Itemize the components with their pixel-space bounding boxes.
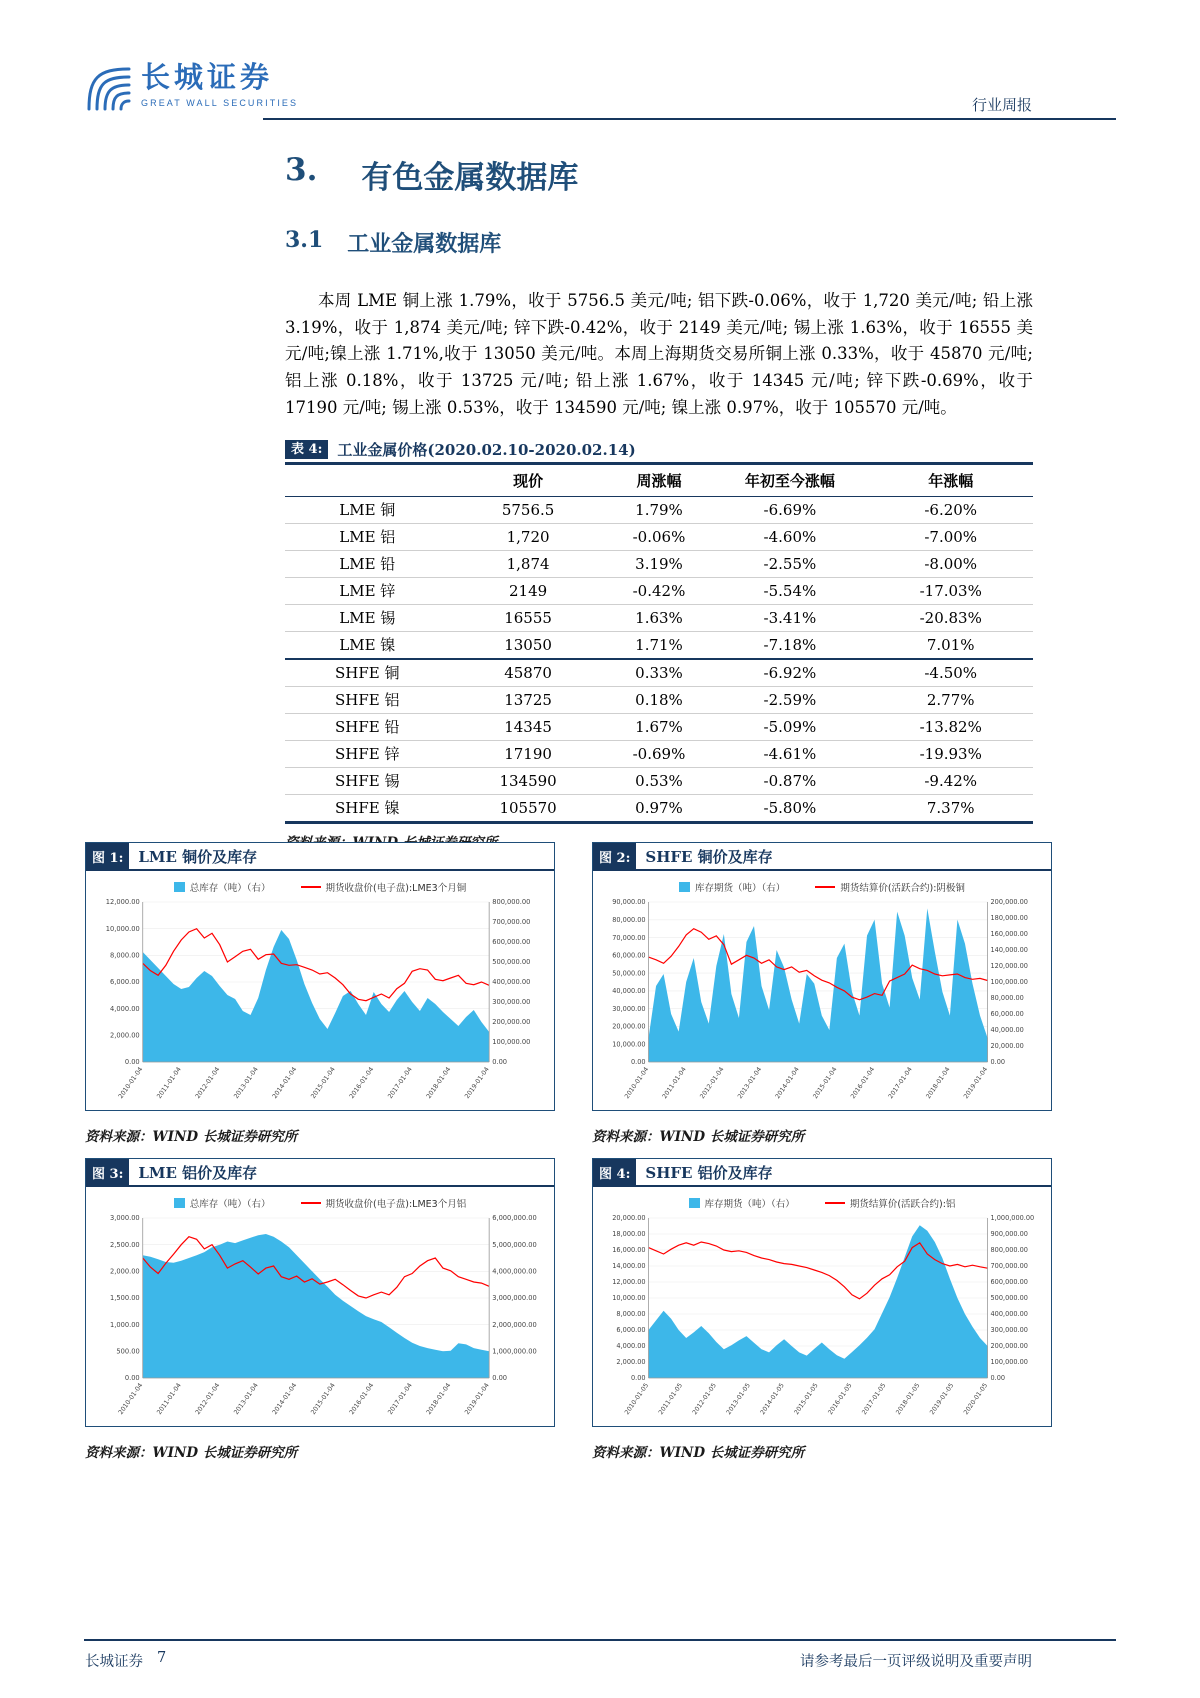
- table-cell: 7.37%: [926, 798, 975, 817]
- table-cell: LME 锌: [285, 577, 450, 604]
- figure-2-shfe-copper: [592, 842, 1052, 1145]
- table-cell: -6.20%: [868, 496, 1033, 523]
- table-cell: 16555: [450, 604, 607, 631]
- report-type-label: 行业周报: [971, 96, 1032, 114]
- svg-text:2011-01-04: 2011-01-04: [155, 1066, 183, 1101]
- svg-text:2019-01-04: 2019-01-04: [962, 1066, 990, 1101]
- svg-text:0.00: 0.00: [630, 1058, 646, 1067]
- svg-text:120,000.00: 120,000.00: [990, 962, 1028, 971]
- figure-label-chip: 图 2:: [593, 843, 636, 869]
- svg-text:2017-01-04: 2017-01-04: [386, 1066, 414, 1101]
- svg-text:2019-01-04: 2019-01-04: [463, 1382, 491, 1417]
- subsection-number: 3.1: [285, 227, 324, 253]
- table-body: [285, 496, 1033, 822]
- table-title: 工业金属价格(2020.02.10-2020.02.14): [337, 441, 636, 460]
- figure-4-shfe-aluminum: [592, 1158, 1052, 1461]
- svg-text:2014-01-04: 2014-01-04: [774, 1066, 801, 1101]
- table-cell: -6.69%: [711, 496, 868, 523]
- svg-text:140,000.00: 140,000.00: [990, 946, 1028, 955]
- table-cell: -5.80%: [763, 798, 817, 817]
- column-header: 年初至今涨幅: [711, 463, 868, 496]
- svg-text:5,000,000.00: 5,000,000.00: [492, 1240, 537, 1249]
- svg-text:1,500.00: 1,500.00: [109, 1294, 140, 1303]
- svg-text:40,000.00: 40,000.00: [990, 1026, 1024, 1035]
- svg-text:2020-01-05: 2020-01-05: [962, 1382, 990, 1417]
- table-cell: -5.09%: [711, 713, 868, 740]
- svg-text:2018-01-04: 2018-01-04: [425, 1382, 453, 1417]
- svg-text:700,000.00: 700,000.00: [492, 918, 531, 927]
- svg-text:2014-01-04: 2014-01-04: [271, 1382, 299, 1417]
- table-cell: -0.06%: [607, 523, 712, 550]
- table-cell: 13050: [450, 631, 607, 659]
- table-row: [285, 686, 1033, 713]
- legend-line-swatch: [301, 1202, 321, 1204]
- svg-text:400,000.00: 400,000.00: [492, 978, 531, 987]
- table-cell: -17.03%: [868, 577, 1033, 604]
- svg-text:2013-01-04: 2013-01-04: [232, 1382, 260, 1417]
- table-cell: -6.92%: [711, 659, 868, 687]
- svg-text:400,000.00: 400,000.00: [990, 1310, 1028, 1319]
- table-row: [285, 659, 1033, 687]
- svg-text:2016-01-04: 2016-01-04: [348, 1382, 376, 1417]
- figure-title: SHFE 铝价及库存: [645, 1163, 773, 1182]
- svg-text:200,000.00: 200,000.00: [990, 1342, 1028, 1351]
- table-cell: SHFE 铜: [285, 659, 450, 687]
- brand-text: [141, 64, 298, 108]
- svg-text:0.00: 0.00: [630, 1374, 646, 1383]
- table-row: [285, 767, 1033, 794]
- section-number: 3.: [285, 152, 318, 188]
- table-cell: 1.79%: [607, 496, 712, 523]
- table-cell: SHFE 镍: [335, 799, 400, 818]
- svg-text:4,000.00: 4,000.00: [109, 1004, 140, 1013]
- svg-text:2,000.00: 2,000.00: [109, 1267, 140, 1276]
- svg-text:1,000.00: 1,000.00: [109, 1320, 140, 1329]
- table-cell: -4.50%: [868, 659, 1033, 687]
- legend-area-swatch: [679, 882, 690, 892]
- svg-text:3,000,000.00: 3,000,000.00: [492, 1294, 537, 1303]
- svg-text:10,000.00: 10,000.00: [612, 1294, 646, 1303]
- table-cell: -2.55%: [711, 550, 868, 577]
- table-cell: -19.93%: [868, 740, 1033, 767]
- svg-text:2018-01-05: 2018-01-05: [894, 1382, 922, 1417]
- svg-text:20,000.00: 20,000.00: [990, 1042, 1024, 1051]
- body-paragraph: 本周 LME 铜上涨 1.79%，收于 5756.5 美元/吨; 铝下跌-0.06%，收于 1,720 美元/吨; 铅上涨 3.19%，收于 1,874 美元/吨; 锌下跌-0.42%，收于 2149 美元/吨; 锡上涨 1.63%，收于 16555 美元/吨;镍上涨 1.71%,收于 13050 美元/吨。本周上海期货交易所铜上涨 0.33%，收于 45870 元/吨; 铝上涨 0.18%，收于 13725 元/吨; 铅上涨 1.67%，收于 14345 元/吨; 锌下跌-0.69%，收于 17190 元/吨; 锡上涨 0.53%，收于 134590 元/吨; 镍上涨 0.97%，收于 105570 元/吨。: [285, 291, 1033, 417]
- svg-text:2015-01-04: 2015-01-04: [811, 1066, 839, 1101]
- svg-text:80,000.00: 80,000.00: [612, 915, 646, 924]
- figure-title-bar: [593, 843, 1051, 871]
- svg-text:30,000.00: 30,000.00: [612, 1004, 646, 1013]
- svg-text:90,000.00: 90,000.00: [612, 898, 646, 907]
- svg-text:2010-01-04: 2010-01-04: [623, 1066, 651, 1101]
- table-cell: -0.42%: [607, 577, 712, 604]
- table-cell: SHFE 铝: [285, 686, 450, 713]
- svg-text:300,000.00: 300,000.00: [492, 998, 531, 1007]
- svg-text:2,000,000.00: 2,000,000.00: [492, 1320, 537, 1329]
- figure-source: 资料来源：WIND 长城证券研究所: [592, 1445, 805, 1461]
- column-header: 周涨幅: [607, 463, 712, 496]
- legend-item: [815, 880, 965, 894]
- header-divider: [263, 118, 1116, 120]
- svg-text:80,000.00: 80,000.00: [990, 994, 1024, 1003]
- chart-legend: [86, 1187, 554, 1212]
- legend-label: 总库存（吨）（右）: [189, 883, 271, 894]
- table-cell: -0.87%: [711, 767, 868, 794]
- figure-box: [592, 1158, 1052, 1427]
- svg-text:2014-01-05: 2014-01-05: [759, 1382, 786, 1417]
- legend-label: 库存期货（吨）（右）: [704, 1199, 795, 1210]
- table-cell: 0.18%: [607, 686, 712, 713]
- svg-text:0.00: 0.00: [990, 1374, 1006, 1383]
- svg-text:2019-01-05: 2019-01-05: [928, 1382, 956, 1417]
- svg-text:20,000.00: 20,000.00: [612, 1214, 646, 1223]
- table-cell: 45870: [450, 659, 607, 687]
- svg-text:0.00: 0.00: [124, 1374, 140, 1383]
- svg-text:2011-01-04: 2011-01-04: [661, 1066, 688, 1101]
- table-cell: 2149: [450, 577, 607, 604]
- svg-text:20,000.00: 20,000.00: [612, 1022, 646, 1031]
- legend-label: 期货结算价(活跃合约):铝: [849, 1199, 956, 1210]
- svg-text:2011-01-05: 2011-01-05: [657, 1382, 685, 1417]
- svg-text:2018-01-04: 2018-01-04: [425, 1066, 453, 1101]
- svg-text:100,000.00: 100,000.00: [990, 978, 1028, 987]
- table-cell: 3.19%: [607, 550, 712, 577]
- svg-text:200,000.00: 200,000.00: [990, 898, 1028, 907]
- table-cell: 17190: [450, 740, 607, 767]
- svg-text:2015-01-05: 2015-01-05: [793, 1382, 820, 1417]
- table-header-row: [285, 463, 1033, 496]
- svg-text:0.00: 0.00: [990, 1058, 1006, 1067]
- great-wall-logo-icon: [84, 64, 132, 112]
- table-row: [285, 550, 1033, 577]
- legend-area-swatch: [689, 1198, 700, 1208]
- table-cell: 14345: [450, 713, 607, 740]
- table-cell: -4.61%: [711, 740, 868, 767]
- table-label-chip: 表 4:: [285, 440, 328, 459]
- svg-text:2017-01-04: 2017-01-04: [386, 1382, 414, 1417]
- svg-text:70,000.00: 70,000.00: [612, 933, 646, 942]
- footer-brand: [85, 1650, 166, 1671]
- column-header: [285, 463, 450, 496]
- table-cell: SHFE 锌: [285, 740, 450, 767]
- svg-text:2013-01-05: 2013-01-05: [725, 1382, 752, 1417]
- legend-item: [679, 880, 785, 894]
- chart-canvas: [593, 896, 1051, 1110]
- svg-text:1,000,000.00: 1,000,000.00: [990, 1214, 1035, 1223]
- figure-label-chip: 图 4:: [593, 1159, 636, 1185]
- table-row: [285, 713, 1033, 740]
- page-number: 7: [157, 1650, 167, 1666]
- table-cell: LME 铝: [285, 523, 450, 550]
- svg-text:2010-01-04: 2010-01-04: [117, 1382, 145, 1417]
- svg-text:18,000.00: 18,000.00: [612, 1230, 646, 1239]
- svg-text:2016-01-04: 2016-01-04: [849, 1066, 877, 1101]
- svg-text:0.00: 0.00: [492, 1374, 508, 1383]
- svg-text:50,000.00: 50,000.00: [612, 969, 646, 978]
- figure-box: [85, 842, 555, 1111]
- legend-item: [825, 1196, 956, 1210]
- svg-text:0.00: 0.00: [124, 1058, 140, 1067]
- svg-text:800,000.00: 800,000.00: [990, 1246, 1028, 1255]
- svg-text:160,000.00: 160,000.00: [990, 930, 1028, 939]
- svg-text:8,000.00: 8,000.00: [616, 1310, 646, 1319]
- legend-area-swatch: [174, 1198, 185, 1208]
- legend-label: 总库存（吨）（右）: [189, 1199, 271, 1210]
- brand-logo: [84, 64, 298, 112]
- table-row: [285, 577, 1033, 604]
- svg-text:6,000.00: 6,000.00: [109, 978, 140, 987]
- section-title: 有色金属数据库: [361, 160, 579, 196]
- svg-text:2015-01-04: 2015-01-04: [309, 1382, 337, 1417]
- svg-text:180,000.00: 180,000.00: [990, 914, 1028, 923]
- table-cell: 13725: [450, 686, 607, 713]
- table-cell: 105570: [499, 798, 557, 817]
- table-header: [285, 463, 1033, 496]
- table-row: [285, 604, 1033, 631]
- metals-price-table: [285, 462, 1033, 824]
- legend-item: [301, 880, 467, 894]
- svg-text:12,000.00: 12,000.00: [105, 898, 140, 907]
- brand-name-en: GREAT WALL SECURITIES: [141, 98, 299, 108]
- table-cell: 1.63%: [607, 604, 712, 631]
- svg-text:600,000.00: 600,000.00: [492, 938, 531, 947]
- svg-text:2010-01-05: 2010-01-05: [623, 1382, 651, 1417]
- table-cell: 1,874: [450, 550, 607, 577]
- svg-text:2012-01-04: 2012-01-04: [194, 1382, 222, 1417]
- svg-text:700,000.00: 700,000.00: [990, 1262, 1028, 1271]
- table-cell: -4.60%: [711, 523, 868, 550]
- figure-source: 资料来源：WIND 长城证券研究所: [85, 1129, 298, 1145]
- svg-text:2010-01-04: 2010-01-04: [117, 1066, 145, 1101]
- legend-label: 期货收盘价(电子盘):LME3个月铜: [325, 883, 467, 894]
- svg-text:3,000.00: 3,000.00: [109, 1214, 140, 1223]
- svg-text:16,000.00: 16,000.00: [612, 1246, 646, 1255]
- svg-text:1,000,000.00: 1,000,000.00: [492, 1347, 537, 1356]
- table-cell: 7.01%: [868, 631, 1033, 659]
- figure-source: 资料来源：WIND 长城证券研究所: [592, 1129, 805, 1145]
- table-cell: 5756.5: [450, 496, 607, 523]
- svg-text:12,000.00: 12,000.00: [612, 1278, 646, 1287]
- footer-disclaimer: 请参考最后一页评级说明及重要声明: [800, 1654, 1032, 1670]
- legend-label: 期货结算价(活跃合约):阴极铜: [840, 883, 965, 894]
- svg-text:800,000.00: 800,000.00: [492, 898, 531, 907]
- table-cell: 1.71%: [607, 631, 712, 659]
- svg-text:500,000.00: 500,000.00: [990, 1294, 1028, 1303]
- chart-legend: [593, 871, 1051, 896]
- svg-text:4,000,000.00: 4,000,000.00: [492, 1267, 537, 1276]
- legend-label: 库存期货（吨）（右）: [695, 883, 786, 894]
- table-cell: -7.18%: [711, 631, 868, 659]
- figure-3-lme-aluminum: [85, 1158, 555, 1461]
- chart-canvas: [86, 1212, 554, 1426]
- svg-text:6,000,000.00: 6,000,000.00: [492, 1214, 537, 1223]
- main-content: [285, 152, 1033, 851]
- table-cell: -8.00%: [868, 550, 1033, 577]
- table-cell: SHFE 铅: [285, 713, 450, 740]
- svg-text:0.00: 0.00: [492, 1058, 508, 1067]
- figure-label-chip: 图 1:: [86, 843, 129, 869]
- table-cell: LME 铅: [285, 550, 450, 577]
- figure-1-lme-copper: [85, 842, 555, 1145]
- svg-text:6,000.00: 6,000.00: [616, 1326, 646, 1335]
- svg-text:60,000.00: 60,000.00: [990, 1010, 1024, 1019]
- table-cell: 1.67%: [607, 713, 712, 740]
- figure-title: SHFE 铜价及库存: [645, 847, 773, 866]
- svg-text:200,000.00: 200,000.00: [492, 1018, 531, 1027]
- chart-legend: [86, 871, 554, 896]
- chart-legend: [593, 1187, 1051, 1212]
- svg-text:10,000.00: 10,000.00: [105, 924, 140, 933]
- legend-item: [301, 1196, 467, 1210]
- legend-item: [689, 1196, 795, 1210]
- table-cell: -20.83%: [868, 604, 1033, 631]
- table-cell: -3.41%: [711, 604, 868, 631]
- figure-source: 资料来源：WIND 长城证券研究所: [85, 1445, 298, 1461]
- footer-brand-name: 长城证券: [85, 1654, 143, 1670]
- table-cell: LME 镍: [285, 631, 450, 659]
- svg-text:14,000.00: 14,000.00: [612, 1262, 646, 1271]
- svg-text:2017-01-04: 2017-01-04: [887, 1066, 914, 1101]
- figure-title-bar: [593, 1159, 1051, 1187]
- svg-text:2012-01-05: 2012-01-05: [691, 1382, 718, 1417]
- industrial-metals-price-table: [285, 438, 1033, 851]
- section-heading: [285, 152, 1033, 197]
- column-header: 现价: [450, 463, 607, 496]
- svg-text:8,000.00: 8,000.00: [109, 951, 140, 960]
- svg-text:4,000.00: 4,000.00: [616, 1342, 646, 1351]
- svg-text:2,000.00: 2,000.00: [109, 1031, 140, 1040]
- figure-title: LME 铝价及库存: [138, 1163, 258, 1182]
- table-row: [285, 496, 1033, 523]
- table-cell: 1,720: [450, 523, 607, 550]
- figure-label-chip: 图 3:: [86, 1159, 129, 1185]
- table-cell: 2.77%: [868, 686, 1033, 713]
- svg-text:600,000.00: 600,000.00: [990, 1278, 1028, 1287]
- svg-text:2,000.00: 2,000.00: [616, 1358, 646, 1367]
- footer-divider: [84, 1639, 1116, 1641]
- svg-text:2015-01-04: 2015-01-04: [309, 1066, 337, 1101]
- table-cell: LME 铜: [285, 496, 450, 523]
- svg-text:2016-01-05: 2016-01-05: [827, 1382, 854, 1417]
- table-row: [285, 631, 1033, 659]
- table-cell: LME 锡: [285, 604, 450, 631]
- figure-title-bar: [86, 843, 554, 871]
- svg-text:10,000.00: 10,000.00: [612, 1040, 646, 1049]
- table-cell: SHFE 锡: [285, 767, 450, 794]
- svg-text:100,000.00: 100,000.00: [990, 1358, 1028, 1367]
- table-cell: -2.59%: [711, 686, 868, 713]
- legend-line-swatch: [815, 886, 835, 888]
- svg-text:2017-01-05: 2017-01-05: [860, 1382, 888, 1417]
- table-cell: 0.97%: [635, 798, 683, 817]
- svg-text:2012-01-04: 2012-01-04: [194, 1066, 222, 1101]
- svg-text:2011-01-04: 2011-01-04: [155, 1382, 183, 1417]
- table-row: [285, 794, 1033, 822]
- svg-text:2014-01-04: 2014-01-04: [271, 1066, 299, 1101]
- legend-line-swatch: [301, 886, 321, 888]
- table-cell: 0.33%: [607, 659, 712, 687]
- legend-item: [174, 1196, 271, 1210]
- subsection-heading: [285, 227, 1033, 258]
- table-cell: -9.42%: [868, 767, 1033, 794]
- svg-text:2016-01-04: 2016-01-04: [348, 1066, 376, 1101]
- table-cell: -0.69%: [607, 740, 712, 767]
- legend-item: [174, 880, 271, 894]
- svg-text:500.00: 500.00: [116, 1347, 140, 1356]
- subsection-title: 工业金属数据库: [347, 231, 502, 257]
- legend-label: 期货收盘价(电子盘):LME3个月铝: [325, 1199, 467, 1210]
- table-row: [285, 740, 1033, 767]
- table-cell: -5.54%: [711, 577, 868, 604]
- table-row: [285, 523, 1033, 550]
- chart-canvas: [86, 896, 554, 1110]
- svg-text:900,000.00: 900,000.00: [990, 1230, 1028, 1239]
- table-cell: -7.00%: [868, 523, 1033, 550]
- figure-title-bar: [86, 1159, 554, 1187]
- column-header: 年涨幅: [868, 463, 1033, 496]
- table-cell: 0.53%: [607, 767, 712, 794]
- figure-box: [592, 842, 1052, 1111]
- table-cell: -13.82%: [868, 713, 1033, 740]
- table-cell: 134590: [450, 767, 607, 794]
- svg-text:2019-01-04: 2019-01-04: [463, 1066, 491, 1101]
- svg-text:300,000.00: 300,000.00: [990, 1326, 1028, 1335]
- legend-area-swatch: [174, 882, 185, 892]
- svg-text:2018-01-04: 2018-01-04: [925, 1066, 952, 1101]
- svg-text:2,500.00: 2,500.00: [109, 1240, 140, 1249]
- svg-text:40,000.00: 40,000.00: [612, 987, 646, 996]
- brand-name-cn: 长城证券: [141, 62, 274, 94]
- svg-text:60,000.00: 60,000.00: [612, 951, 646, 960]
- table-title-bar: [285, 438, 1033, 462]
- svg-text:2013-01-04: 2013-01-04: [232, 1066, 260, 1101]
- figure-box: [85, 1158, 555, 1427]
- figure-title: LME 铜价及库存: [138, 847, 258, 866]
- svg-text:500,000.00: 500,000.00: [492, 958, 531, 967]
- svg-text:100,000.00: 100,000.00: [492, 1038, 531, 1047]
- legend-line-swatch: [825, 1202, 845, 1204]
- svg-text:2013-01-04: 2013-01-04: [736, 1066, 764, 1101]
- chart-canvas: [593, 1212, 1051, 1426]
- svg-text:2012-01-04: 2012-01-04: [698, 1066, 726, 1101]
